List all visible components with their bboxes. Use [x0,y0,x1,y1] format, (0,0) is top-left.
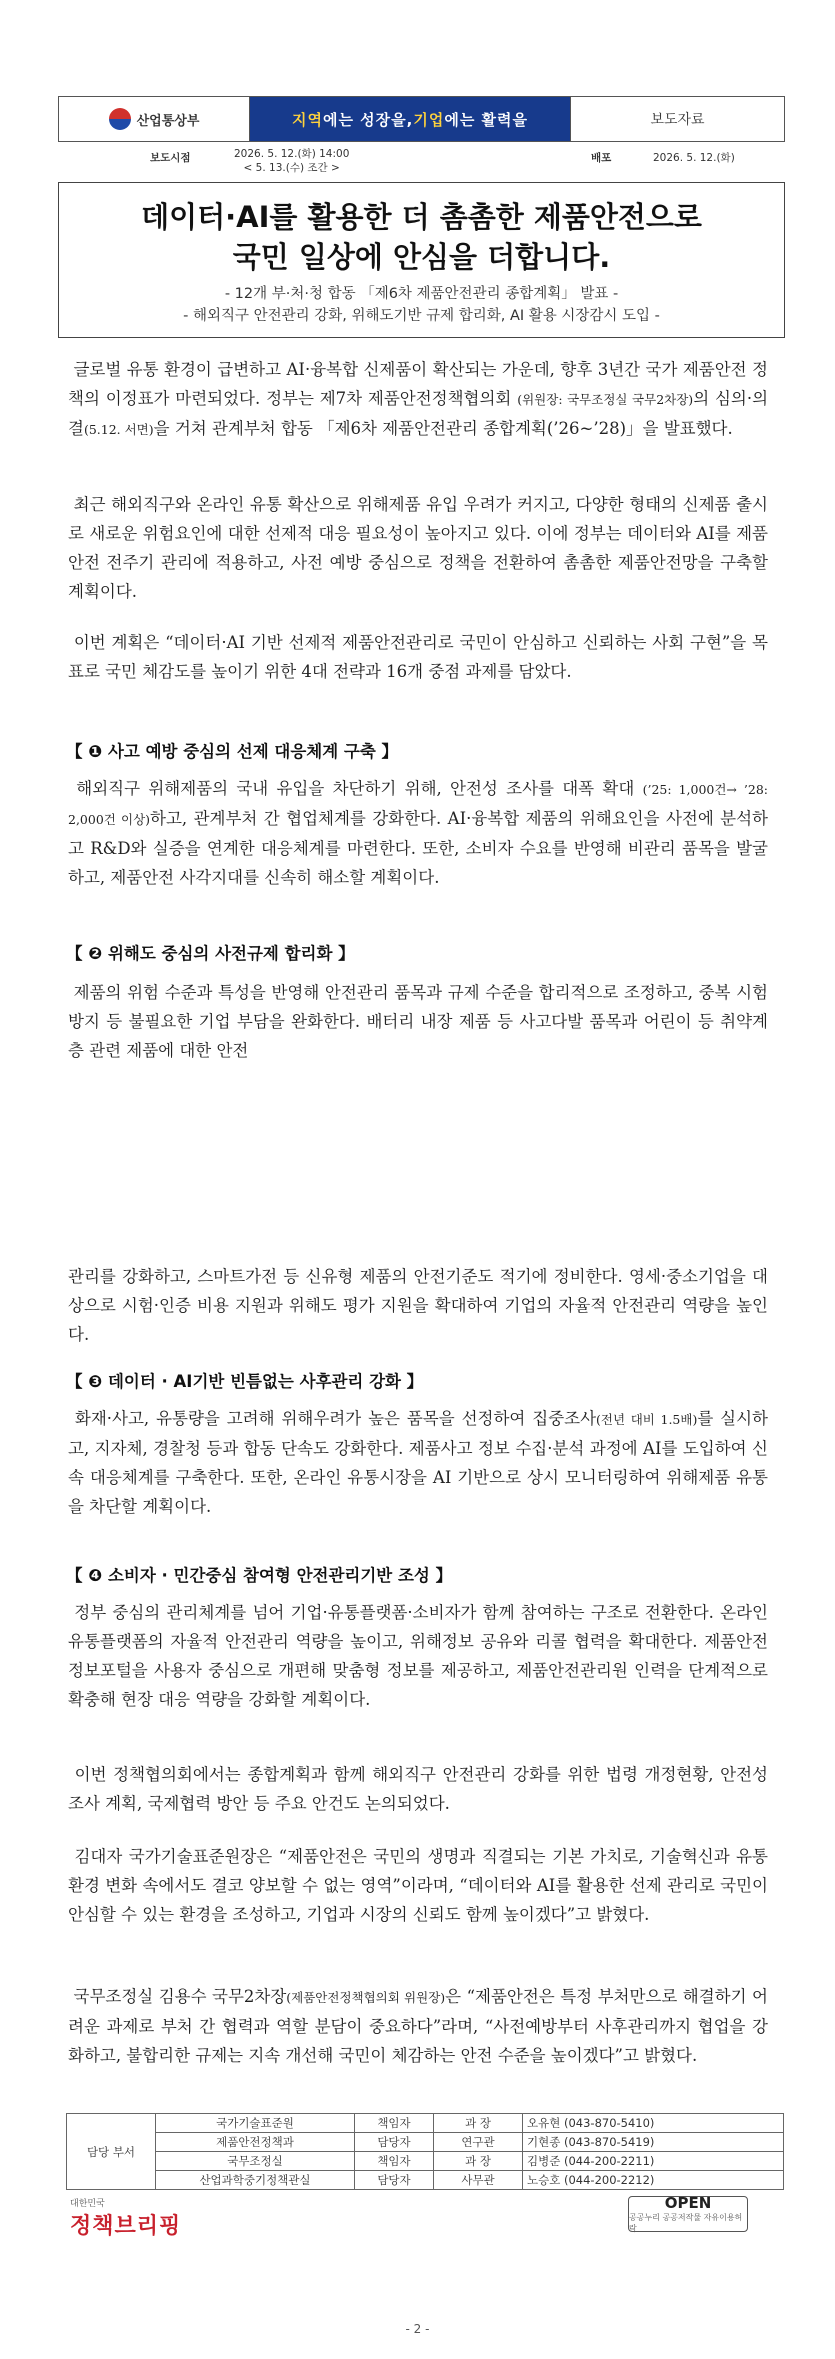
paragraph [68,1598,768,1714]
contact-dept: 국가기술표준원 [156,2114,355,2133]
contact-dept: 산업과학중기정책관실 [156,2171,355,2190]
slogan-part: 에는 활력을 [444,110,529,129]
open-label: OPEN [664,2194,712,2212]
text-run: 관리를 강화하고, 스마트가전 등 신유형 제품의 안전기준도 적기에 정비한다. 영세·중소기업을 대상으로 시험·인증 비용 지원과 위해도 평가 지원을 확대하여 기업의 자율적 안전관리 역량을 높인다. [68,1267,768,1344]
paragraph [68,1982,768,2070]
text-run: 하고, 관계부처 간 협업체계를 강화한다. AI·융복합 제품의 위해요인을 사전에 분석하고 R&D와 실증을 연계한 대응체계를 마련한다. 또한, 소비자 수요를 반영해 비관리 품목을 발굴하고, 제품안전 사각지대를 신속히 해소할 계획이다. [68,809,768,887]
paragraph [68,1842,768,1929]
text-run: 의 심의·의결 [68,389,769,438]
ministry-logo [59,97,250,141]
contact-position: 과 장 [434,2152,523,2171]
table-row [67,2133,784,2152]
embargo-label: 보도시점 [150,152,191,164]
table-row [67,2171,784,2190]
contact-person: 김병준 (044-200-2211) [523,2152,784,2171]
release-meta [58,144,783,178]
headline-line: 국민 일상에 안심을 더합니다. [232,240,611,274]
slogan-part: 기업 [413,110,445,129]
embargo-sub: < 5. 13.(수) 조간 > [243,162,340,174]
policy-briefing-logo [70,2196,181,2240]
slogan-part: 에는 성장을, [322,110,414,129]
text-run: 국무조정실 김용수 국무2차장 [73,1987,287,2006]
title-box [58,182,785,338]
paragraph [68,1404,768,1521]
contact-person: 노승호 (044-200-2212) [523,2171,784,2190]
paragraph [68,355,768,444]
open-sub: 공공누리 공공저작물 자유이용허락 [629,2213,743,2233]
contact-position: 과 장 [434,2114,523,2133]
text-run: 화재·사고, 유통량을 고려해 위해우려가 높은 품목을 선정하여 집중조사 [74,1409,597,1428]
text-run: 이번 계획은 “데이터·AI 기반 선제적 제품안전관리로 국민이 안심하고 신뢰하는 사회 구현”을 목표로 국민 체감도를 높이기 위한 4대 전략과 16개 중점 과제를 담았다. [68,633,768,681]
page-number: - 2 - [405,2322,430,2336]
text-run: 글로벌 유통 환경이 급변하고 AI·융복합 신제품이 확산되는 가운데, 향후 3년간 국가 제품안전 정책의 이정표가 마련되었다. 정부는 제7차 제품안전정책협의회 [68,360,768,408]
text-run: 제품의 위험 수준과 특성을 반영해 안전관리 품목과 규제 수준을 합리적으로 조정하고, 중복 시험 방지 등 불필요한 기업 부담을 완화한다. 배터리 내장 제품 등 사고다발 품목과 어린이 등 취약계층 관련 제품에 대한 안전 [68,983,768,1060]
headline [59,197,784,277]
text-run: 은 “제품안전은 특정 부처만으로 해결하기 어려운 과제로 부처 간 협력과 역할 분담이 중요하다”라며, “사전예방부터 사후관리까지 협업을 강화하고, 불합리한 규제는 지속 개선해 국민이 체감하는 안전 수준을 높이겠다”고 밝혔다. [68,1987,768,2065]
taegeuk-emblem-icon [109,108,131,130]
contact-person: 오유현 (043-870-5410) [523,2114,784,2133]
text-run: 을 거쳐 관계부처 합동 「제6차 제품안전관리 종합계획(’26~’28)」을 발표했다. [153,419,733,438]
brand-small: 대한민국 [70,2199,105,2209]
paragraph [68,490,768,606]
press-header [58,96,785,142]
release-value: 2026. 5. 12.(화) [653,152,735,164]
section-heading: 【 ❷ 위해도 중심의 사전규제 합리화 】 [66,944,355,963]
contact-position: 연구관 [434,2133,523,2152]
contact-person: 기현종 (043-870-5419) [523,2133,784,2152]
paragraph [68,1760,768,1818]
text-run: (’25: 1,000건→ ’28: 2,000건 이상) [68,782,769,827]
text-run: (5.12. 서면) [83,422,154,437]
text-run: 를 실시하고, 지자체, 경찰청 등과 합동 단속도 강화한다. 제품사고 정보 수집·분석 과정에 AI를 도입하여 신속 대응체계를 구축한다. 또한, 온라인 유통시장을 AI 기반으로 상시 모니터링하여 위해제품 유통을 차단할 계획이다. [68,1409,768,1516]
table-row [67,2114,784,2133]
doc-type: 보도자료 [570,97,784,141]
contact-label: 담당 부서 [67,2114,156,2190]
text-run: 정부 중심의 관리체계를 넘어 기업·유통플랫폼·소비자가 함께 참여하는 구조로 전환한다. 온라인 유통플랫폼의 자율적 안전관리 역량을 높이고, 위해정보 공유와 리콜 협력을 확대한다. 제품안전정보포털을 사용자 중심으로 개편해 맞춤형 정보를 제공하고, 제품안전관리원 인력을 단계적으로 확충해 현장 대응 역량을 강화할 계획이다. [68,1603,768,1709]
text-run: (전년 대비 1.5배) [596,1412,698,1427]
section-heading: 【 ❶ 사고 예방 중심의 선제 대응체계 구축 】 [66,742,399,761]
contact-dept: 국무조정실 [156,2152,355,2171]
text-run: (위원장: 국무조정실 국무2차장) [517,392,694,407]
slogan-banner [250,97,570,141]
text-run: (제품안전정책협의회 위원장) [286,1990,446,2005]
subtitle: - 12개 부·처·청 합동 「제6차 제품안전관리 종합계획」 발표 - [224,286,619,302]
paragraph [68,774,768,892]
contact-role: 책임자 [355,2152,434,2171]
embargo-value: 2026. 5. 12.(화) 14:00 [234,148,350,160]
text-run: 이번 정책협의회에서는 종합계획과 함께 해외직구 안전관리 강화를 위한 법령 개정현황, 안전성조사 계획, 국제협력 방안 등 주요 안건도 논의되었다. [68,1765,768,1813]
contact-role: 책임자 [355,2114,434,2133]
paragraph [68,628,768,686]
brand-name: 정책브리핑 [70,2214,182,2239]
text-run: 김대자 국가기술표준원장은 “제품안전은 국민의 생명과 직결되는 기본 가치로, 기술혁신과 유통환경 변화 속에서도 결코 양보할 수 없는 영역”이라며, “데이터와 AI를 활용한 선제 관리로 국민이 안심할 수 있는 환경을 조성하고, 기업과 시장의 신뢰도 함께 높이겠다”고 밝혔다. [68,1847,768,1924]
contact-dept: 제품안전정책과 [156,2133,355,2152]
section-heading: 【 ❹ 소비자 · 민간중심 참여형 안전관리기반 조성 】 [66,1566,453,1585]
text-run: 최근 해외직구와 온라인 유통 확산으로 위해제품 유입 우려가 커지고, 다양한 형태의 신제품 출시로 새로운 위험요인에 대한 선제적 대응 필요성이 높아지고 있다. 이에 정부는 데이터와 AI를 제품안전 전주기 관리에 적용하고, 사전 예방 중심으로 정책을 전환하여 촘촘한 제품안전망을 구축할 계획이다. [68,495,768,601]
contact-table [66,2113,784,2190]
table-row [67,2152,784,2171]
slogan-part: 지역 [291,110,323,129]
kogl-open-badge [628,2196,748,2232]
ministry-name: 산업통상부 [136,113,200,129]
paragraph [68,1262,768,1349]
text-run: 해외직구 위해제품의 국내 유입을 차단하기 위해, 안전성 조사를 대폭 확대 [76,779,635,798]
embargo-value-block [234,147,349,175]
release-label: 배포 [591,152,612,164]
contact-role: 담당자 [355,2171,434,2190]
headline-line: 데이터·AI를 활용한 더 촘촘한 제품안전으로 [141,200,702,234]
contact-role: 담당자 [355,2133,434,2152]
section-heading: 【 ❸ 데이터 · AI기반 빈틈없는 사후관리 강화 】 [66,1372,424,1391]
contact-position: 사무관 [434,2171,523,2190]
paragraph [68,978,768,1065]
subtitle: - 해외직구 안전관리 강화, 위해도기반 규제 합리화, AI 활용 시장감시 도입 - [183,308,660,324]
